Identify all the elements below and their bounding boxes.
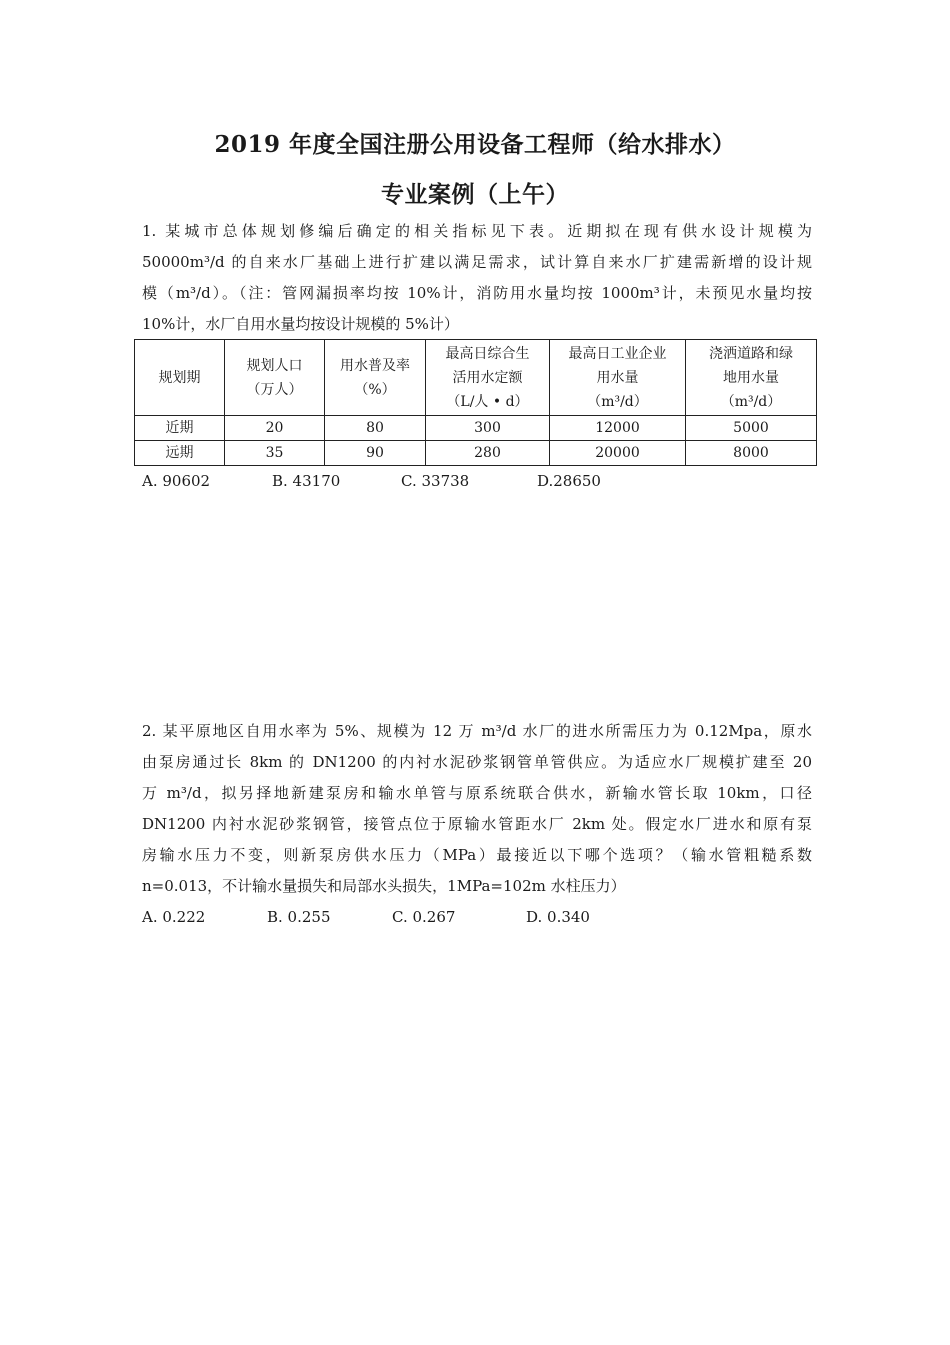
table-cell: 35 (225, 441, 325, 466)
table-cell: 280 (426, 441, 550, 466)
table-header-row (135, 340, 817, 416)
question-1-line: 10%计，水厂自用水量均按设计规模的 5%计） (142, 315, 459, 333)
question-2-text (142, 716, 812, 902)
question-2-line: 2. 某平原地区自用水率为 5%、规模为 12 万 m³/d 水厂的进水所需压力为 0.12Mpa，原水 (142, 722, 812, 740)
question-1-line: 1. 某城市总体规划修编后确定的相关指标见下表。近期拟在现有供水设计规模为 (142, 222, 812, 240)
table-cell: 20 (225, 416, 325, 441)
question-2-line: 由泵房通过长 8km 的 DN1200 的内衬水泥砂浆钢管单管供应。为适应水厂规模扩建至 20 (142, 753, 812, 771)
table-cell: 8000 (686, 441, 817, 466)
option-b: B. 0.255 (267, 908, 331, 926)
table-cell: 远期 (135, 441, 225, 466)
option-a: A. 90602 (142, 472, 211, 490)
table-cell: 12000 (550, 416, 686, 441)
question-1-line: 模（m³/d）。（注：管网漏损率均按 10%计，消防用水量均按 1000m³计，未预见水量均按 (142, 284, 812, 302)
option-a: A. 0.222 (142, 908, 206, 926)
question-2-line: DN1200 内衬水泥砂浆钢管，接管点位于原输水管距水厂 2km 处。假定水厂进水和原有泵 (142, 815, 812, 833)
header-industrial-water: 最高日工业企业 用水量 （m³/d） (550, 340, 686, 416)
option-c: C. 0.267 (392, 908, 456, 926)
option-d: D.28650 (537, 472, 601, 490)
table-cell: 20000 (550, 441, 686, 466)
table-cell: 80 (325, 416, 426, 441)
option-c: C. 33738 (401, 472, 470, 490)
question-1-line: 50000m³/d 的自来水厂基础上进行扩建以满足需求，试计算自来水厂扩建需新增的设计规 (142, 253, 812, 271)
question-2-line: n=0.013，不计输水量损失和局部水头损失，1MPa=102m 水柱压力） (142, 877, 626, 895)
table-cell: 90 (325, 441, 426, 466)
planning-indicators-table (134, 339, 817, 466)
document-subtitle: 专业案例（上午） (381, 181, 569, 208)
table-cell: 5000 (686, 416, 817, 441)
option-d: D. 0.340 (526, 908, 590, 926)
header-domestic-quota: 最高日综合生 活用水定额 （L/人 • d） (426, 340, 550, 416)
header-population: 规划人口 （万人） (225, 340, 325, 416)
option-b: B. 43170 (272, 472, 341, 490)
question-2-options (142, 908, 842, 932)
table-cell: 近期 (135, 416, 225, 441)
table-row (135, 416, 817, 441)
question-1-text (142, 216, 812, 340)
header-road-green-water: 浇洒道路和绿 地用水量 （m³/d） (686, 340, 817, 416)
question-2-line: 房输水压力不变，则新泵房供水压力（MPa）最接近以下哪个选项？（输水管粗糙系数 (142, 846, 812, 864)
document-title: 2019 年度全国注册公用设备工程师（给水排水） (214, 131, 736, 158)
table-cell: 300 (426, 416, 550, 441)
question-2-line: 万 m³/d，拟另择地新建泵房和输水单管与原系统联合供水，新输水管长取 10km，口径 (142, 784, 812, 802)
question-1-options (142, 472, 842, 496)
header-coverage-rate: 用水普及率 （%） (325, 340, 426, 416)
table-row (135, 441, 817, 466)
header-planning-period: 规划期 (135, 340, 225, 416)
